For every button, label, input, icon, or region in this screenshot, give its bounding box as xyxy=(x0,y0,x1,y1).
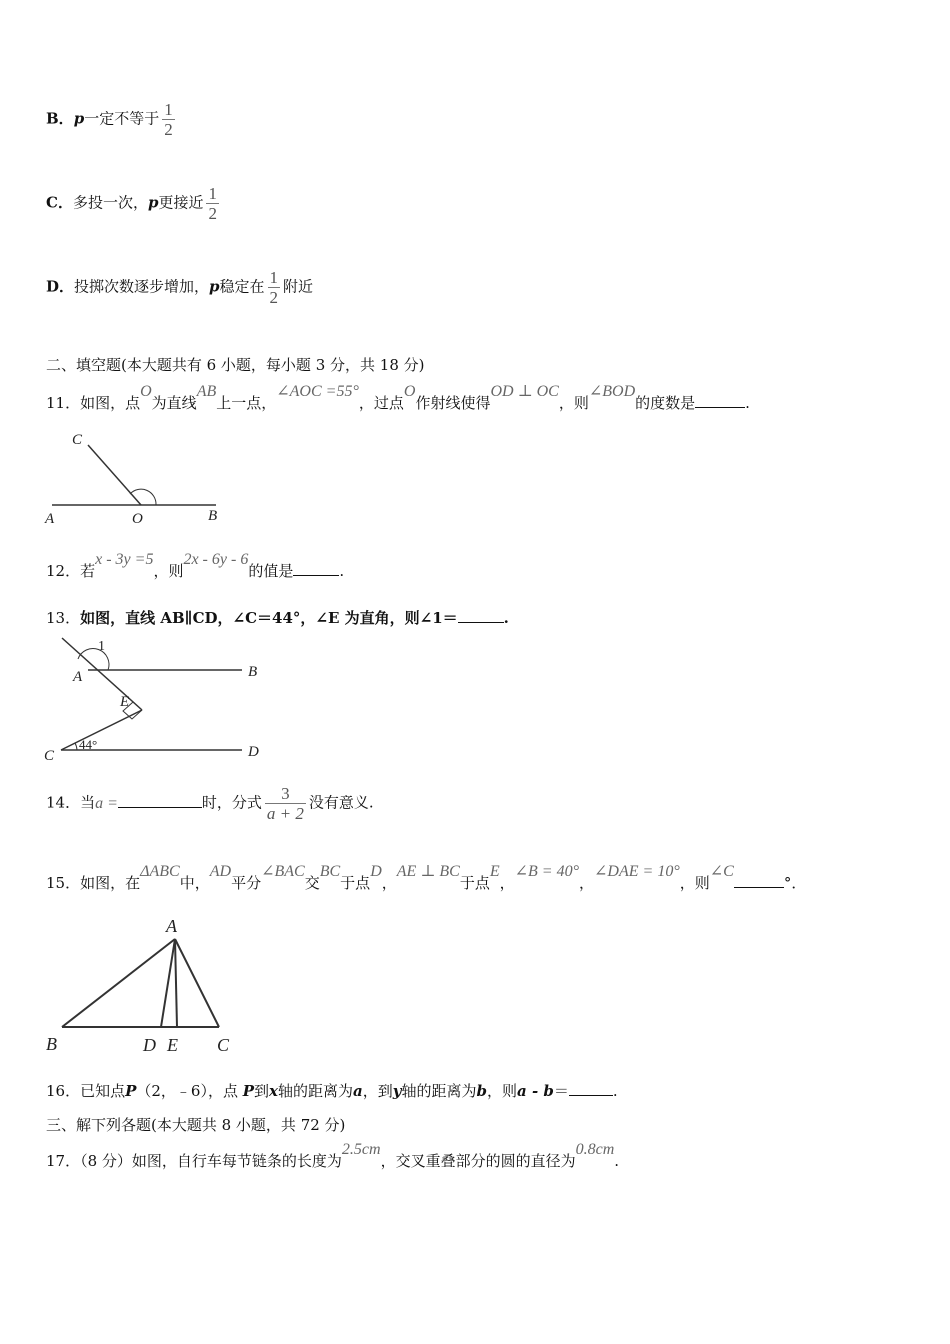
label-a: A xyxy=(45,511,55,527)
answer-blank[interactable] xyxy=(118,793,202,808)
fraction: $\frac{3}{a + 2}$ xyxy=(266,784,304,823)
section-heading-fill-in: 二、填空题(本大题共有 6 小题，每小题 3 分，共 18 分) xyxy=(46,356,425,374)
label-1: 1 xyxy=(98,639,105,654)
answer-blank[interactable] xyxy=(695,393,745,408)
fraction: $\frac{1}{2}$ xyxy=(208,184,217,223)
label-44deg: 44° xyxy=(79,737,98,752)
label-d: D xyxy=(248,744,259,760)
option-label: C． xyxy=(46,193,73,212)
question-15: 15．如图，在ΔABC中，AD平分∠BAC交BC于点D，AE ⊥ BC于点E，∠B = 40°，∠DAE = 10°，则∠C°． xyxy=(46,863,807,892)
answer-blank[interactable] xyxy=(293,561,339,576)
label-c: C xyxy=(217,1035,230,1055)
label-c: C xyxy=(44,748,55,764)
label-d: D xyxy=(143,1035,156,1055)
fraction: $\frac{1}{2}$ xyxy=(269,268,279,307)
figure-q15 xyxy=(40,912,250,1058)
label-c: C xyxy=(72,432,83,448)
label-e: E xyxy=(120,694,130,710)
label-a: A xyxy=(73,669,83,685)
label-b: B xyxy=(248,664,258,680)
question-13: 13．如图，直线 AB∥CD，∠C＝44°，∠E 为直角，则∠1＝ . xyxy=(46,609,509,627)
figure-q11 xyxy=(40,428,230,528)
section-heading-solve: 三、解下列各题(本大题共 8 小题，共 72 分) xyxy=(46,1116,346,1134)
question-17: 17．（8 分）如图，自行车每节链条的长度为2.5cm，交叉重叠部分的圆的直径为0.8cm. xyxy=(46,1141,620,1170)
answer-blank[interactable] xyxy=(569,1081,613,1096)
option-b: B．p一定不等于 $\frac{1}{2}$ xyxy=(46,100,173,139)
label-b: B xyxy=(46,1034,57,1054)
figure-q13 xyxy=(40,632,270,767)
option-d: D．投掷次数逐步增加，p稳定在 $\frac{1}{2}$ 附近 xyxy=(46,268,314,307)
label-o: O xyxy=(132,511,143,527)
option-c: C．多投一次，p更接近 $\frac{1}{2}$ xyxy=(46,184,217,223)
option-label: B． xyxy=(46,109,74,128)
fraction: $\frac{1}{2}$ xyxy=(164,100,173,139)
label-b: B xyxy=(208,508,218,524)
question-12: 12．若x - 3y =5，则2x - 6y - 6的值是 . xyxy=(46,551,345,580)
answer-blank[interactable] xyxy=(458,608,504,623)
answer-blank[interactable] xyxy=(734,873,784,888)
label-e: E xyxy=(167,1035,178,1055)
question-14: 14．当a = 时，分式 $\frac{3}{a + 2}$ 没有意义. xyxy=(46,784,374,823)
label-a: A xyxy=(166,916,177,936)
question-16: 16．已知点P（2，﹣6），点 P到x轴的距离为a，到y轴的距离为b，则a - b＝ . xyxy=(46,1082,618,1100)
question-11: 11．如图，点O为直线AB上一点，∠AOC =55°，过点O作射线使得OD ⊥ OC，则∠BOD的度数是 . xyxy=(46,383,750,412)
option-label: D． xyxy=(46,277,75,296)
